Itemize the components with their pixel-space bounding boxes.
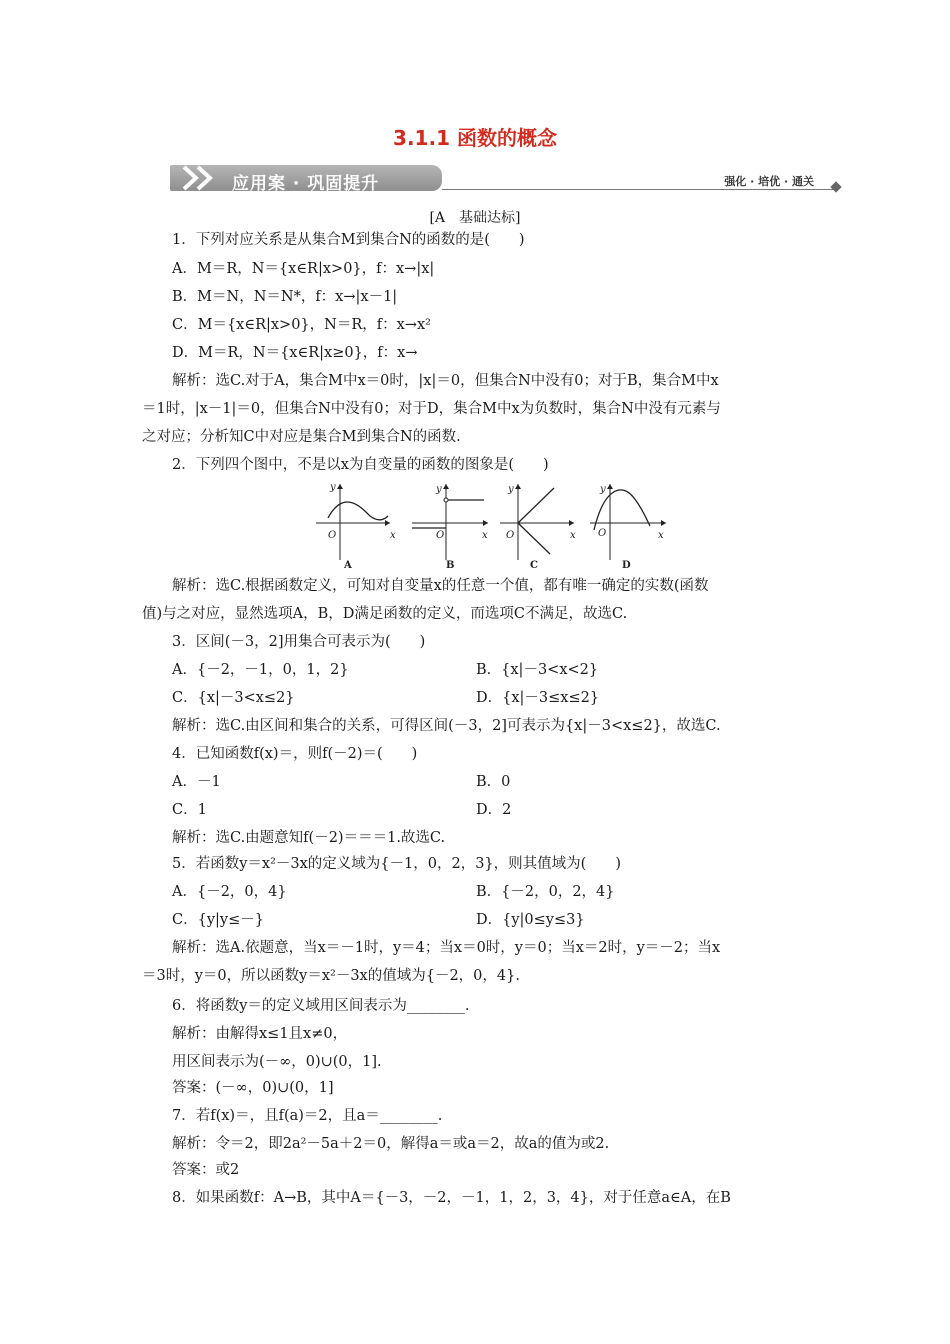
- q3-option-b: B．{x|－3<x<2}: [476, 662, 599, 678]
- figure-b-label: B: [446, 560, 455, 570]
- q8-stem: 8．如果函数f：A→B，其中A＝{－3，－2，－1，1，2，3，4}，对于任意a∈A，在B: [172, 1190, 731, 1206]
- figure-c-origin: O: [506, 530, 515, 541]
- banner-rule: [442, 189, 834, 190]
- figure-a: [316, 482, 396, 570]
- q1-option-d: D．M＝R，N＝{x∈R|x≥0}，f：x→: [172, 345, 418, 361]
- chevron-icon: [180, 165, 240, 191]
- figure-a-x: x: [390, 530, 396, 541]
- banner-bar: [170, 165, 442, 194]
- q4-solution: 解析：选C.由题意知f(－2)＝＝＝1.故选C.: [172, 830, 446, 846]
- q4-option-b: B．0: [476, 774, 511, 790]
- q5-solution-2: ＝3时，y＝0，所以函数y＝x²－3x的值域为{－2，0，4}.: [142, 968, 520, 984]
- diamond-icon: [830, 181, 841, 192]
- figure-d-origin: O: [598, 528, 607, 539]
- q5-option-a: A．{－2，0，4}: [172, 884, 287, 900]
- q2-solution-2: 值)与之对应，显然选项A，B，D满足函数的定义，而选项C不满足，故选C.: [142, 606, 628, 622]
- q2-stem: 2．下列四个图中，不是以x为自变量的函数的图象是( ): [172, 457, 549, 473]
- banner-label: 应用案 · 巩固提升: [232, 174, 380, 194]
- q5-stem: 5．若函数y＝x²－3x的定义域为{－1，0，2，3}，则其值域为( ): [172, 856, 621, 872]
- q3-option-c: C．{x|－3<x≤2}: [172, 690, 295, 706]
- figure-d: [588, 478, 678, 570]
- q5-option-c: C．{y|y≤－}: [172, 912, 264, 928]
- figure-b-x: x: [482, 530, 488, 541]
- q6-answer: 答案：(－∞，0)∪(0，1]: [172, 1080, 334, 1096]
- q1-stem: 1．下列对应关系是从集合M到集合N的函数的是( ): [172, 232, 525, 248]
- figure-a-origin: O: [328, 530, 337, 541]
- figure-b: [412, 484, 488, 570]
- q3-solution: 解析：选C.由区间和集合的关系，可得区间(－3，2]可表示为{x|－3<x≤2}，故选C.: [172, 718, 721, 734]
- q2-solution: 解析：选C.根据函数定义，可知对自变量x的任意一个值，都有唯一确定的实数(函数: [172, 578, 709, 594]
- q4-option-c: C．1: [172, 802, 207, 818]
- q7-answer: 答案：或2: [172, 1162, 240, 1178]
- figure-a-y: y: [330, 482, 336, 493]
- figure-d-x: x: [658, 530, 664, 541]
- q6-solution: 解析：由解得x≤1且x≠0，: [172, 1026, 348, 1042]
- figure-d-y: y: [600, 484, 606, 495]
- q4-stem: 4．已知函数f(x)＝，则f(－2)＝( ): [172, 746, 418, 762]
- page-title: 3.1.1 函数的概念: [393, 126, 557, 150]
- q6-solution-2: 用区间表示为(－∞，0)∪(0，1].: [172, 1054, 382, 1070]
- figure-c-x: x: [570, 530, 576, 541]
- q7-solution: 解析：令＝2，即2a²－5a＋2＝0，解得a＝或a＝2，故a的值为或2.: [172, 1136, 610, 1152]
- q3-option-a: A．{－2，－1，0，1，2}: [172, 662, 349, 678]
- figure-b-y: y: [436, 484, 442, 495]
- q1-option-a: A．M＝R，N＝{x∈R|x>0}，f：x→|x|: [172, 261, 435, 277]
- figure-c-y: y: [508, 484, 514, 495]
- figure-b-origin: O: [436, 530, 445, 541]
- q1-option-c: C．M＝{x∈R|x>0}，N＝R，f：x→x²: [172, 317, 431, 333]
- figure-a-label: A: [344, 560, 352, 570]
- section-banner: [170, 163, 840, 193]
- q1-solution: 解析：选C.对于A，集合M中x＝0时，|x|＝0，但集合N中没有0；对于B，集合M中x: [172, 373, 719, 389]
- banner-right: 强化 · 培优 · 通关: [724, 175, 814, 188]
- figure-d-label: D: [622, 560, 631, 570]
- q3-stem: 3．区间(－3，2]用集合可表示为( ): [172, 634, 426, 650]
- figure-c: [500, 484, 576, 570]
- q5-solution: 解析：选A.依题意，当x＝－1时，y＝4；当x＝0时，y＝0；当x＝2时，y＝－2；当x: [172, 940, 721, 956]
- q5-option-b: B．{－2，0，2，4}: [476, 884, 615, 900]
- q2-figures: [314, 478, 664, 570]
- q1-solution-3: 之对应；分析知C中对应是集合M到集合N的函数.: [142, 429, 461, 445]
- q1-solution-2: ＝1时，|x－1|＝0，但集合N中没有0；对于D，集合M中x为负数时，集合N中没有元素与: [142, 401, 721, 417]
- q4-option-a: A．－1: [172, 774, 221, 790]
- section-heading: [A 基础达标]: [429, 210, 521, 226]
- q3-option-d: D．{x|－3≤x≤2}: [476, 690, 600, 706]
- q6-stem: 6．将函数y＝的定义域用区间表示为________.: [172, 998, 470, 1014]
- figure-c-label: C: [530, 560, 538, 570]
- q7-stem: 7．若f(x)＝，且f(a)＝2，且a＝________.: [172, 1108, 443, 1124]
- q5-option-d: D．{y|0≤y≤3}: [476, 912, 585, 928]
- q4-option-d: D．2: [476, 802, 512, 818]
- q1-option-b: B．M＝N，N＝N*，f：x→|x－1|: [172, 289, 398, 305]
